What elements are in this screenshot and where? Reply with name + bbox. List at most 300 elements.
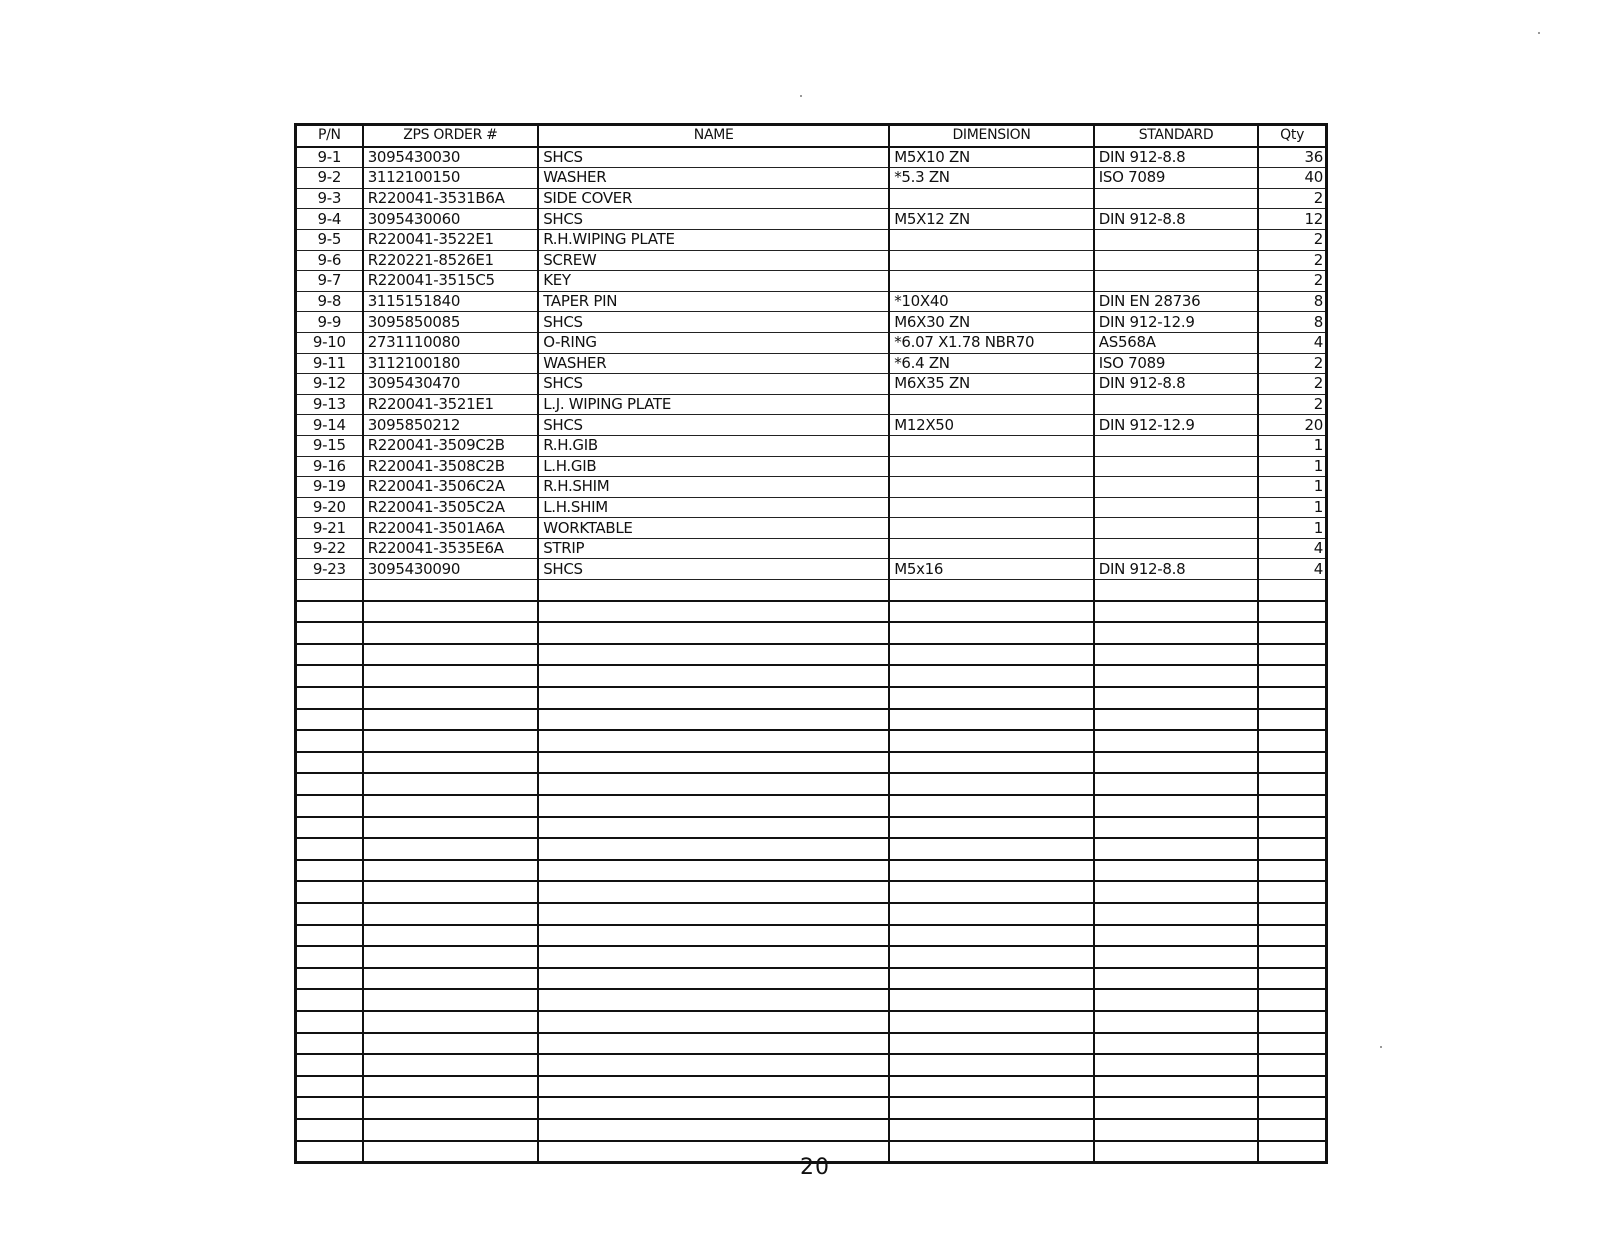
empty-cell [1094, 903, 1258, 925]
cell-order: R220041-3506C2A [363, 477, 539, 498]
empty-cell [1094, 946, 1258, 968]
cell-pn: 9-14 [296, 415, 363, 436]
cell-name: L.H.SHIM [538, 497, 889, 518]
cell-standard: ISO 7089 [1094, 168, 1258, 189]
empty-row [296, 687, 1327, 709]
empty-cell [363, 1076, 539, 1098]
cell-qty: 2 [1258, 271, 1326, 292]
empty-cell [363, 795, 539, 817]
cell-qty: 1 [1258, 497, 1326, 518]
empty-cell [296, 989, 363, 1011]
empty-cell [363, 622, 539, 644]
empty-cell [889, 580, 1094, 601]
cell-pn: 9-19 [296, 477, 363, 498]
empty-cell [1258, 601, 1326, 623]
cell-standard: DIN 912-8.8 [1094, 147, 1258, 168]
empty-cell [296, 752, 363, 774]
empty-row [296, 881, 1327, 903]
empty-cell [538, 1054, 889, 1076]
empty-cell [1094, 989, 1258, 1011]
header-pn: P/N [296, 125, 363, 147]
empty-cell [296, 925, 363, 947]
empty-cell [1258, 622, 1326, 644]
empty-cell [1258, 1076, 1326, 1098]
cell-dimension: *5.3 ZN [889, 168, 1094, 189]
cell-pn: 9-7 [296, 271, 363, 292]
empty-cell [538, 860, 889, 882]
cell-dimension: *10X40 [889, 291, 1094, 312]
cell-qty: 4 [1258, 332, 1326, 353]
cell-dimension: M6X30 ZN [889, 312, 1094, 333]
empty-cell [1094, 860, 1258, 882]
header-dimension: DIMENSION [889, 125, 1094, 147]
cell-qty: 12 [1258, 209, 1326, 230]
empty-cell [296, 946, 363, 968]
empty-cell [1258, 644, 1326, 666]
cell-pn: 9-9 [296, 312, 363, 333]
empty-cell [889, 665, 1094, 687]
empty-row [296, 709, 1327, 731]
empty-cell [296, 1097, 363, 1119]
cell-standard [1094, 188, 1258, 209]
empty-cell [296, 968, 363, 990]
cell-dimension [889, 477, 1094, 498]
cell-pn: 9-5 [296, 229, 363, 250]
empty-cell [363, 989, 539, 1011]
empty-cell [1258, 730, 1326, 752]
cell-order: 3095850212 [363, 415, 539, 436]
empty-cell [1094, 795, 1258, 817]
cell-pn: 9-22 [296, 538, 363, 559]
cell-standard [1094, 394, 1258, 415]
empty-cell [538, 622, 889, 644]
empty-row [296, 773, 1327, 795]
empty-cell [1094, 752, 1258, 774]
empty-row [296, 665, 1327, 687]
cell-qty: 8 [1258, 312, 1326, 333]
empty-cell [889, 838, 1094, 860]
page-number: 20 [800, 1155, 830, 1180]
empty-cell [296, 687, 363, 709]
empty-cell [538, 730, 889, 752]
cell-name: SHCS [538, 559, 889, 580]
empty-cell [1094, 1097, 1258, 1119]
empty-cell [1094, 817, 1258, 839]
cell-order: R220041-3508C2B [363, 456, 539, 477]
cell-pn: 9-16 [296, 456, 363, 477]
empty-cell [889, 795, 1094, 817]
empty-cell [363, 860, 539, 882]
cell-pn: 9-13 [296, 394, 363, 415]
cell-dimension [889, 497, 1094, 518]
table-row [296, 415, 1327, 436]
empty-row [296, 752, 1327, 774]
empty-cell [1258, 1119, 1326, 1141]
cell-dimension [889, 394, 1094, 415]
empty-cell [1258, 860, 1326, 882]
empty-cell [296, 1054, 363, 1076]
empty-cell [889, 644, 1094, 666]
cell-order: R220041-3509C2B [363, 435, 539, 456]
empty-row [296, 968, 1327, 990]
empty-cell [538, 989, 889, 1011]
empty-cell [296, 903, 363, 925]
empty-row [296, 1076, 1327, 1098]
empty-cell [1258, 1011, 1326, 1033]
empty-cell [538, 925, 889, 947]
cell-name: WORKTABLE [538, 518, 889, 539]
cell-order: R220041-3535E6A [363, 538, 539, 559]
cell-name: SCREW [538, 250, 889, 271]
empty-row [296, 795, 1327, 817]
empty-cell [296, 1011, 363, 1033]
empty-cell [363, 1011, 539, 1033]
cell-order: 3112100180 [363, 353, 539, 374]
empty-cell [363, 644, 539, 666]
cell-standard [1094, 477, 1258, 498]
table-row [296, 271, 1327, 292]
empty-cell [1258, 817, 1326, 839]
empty-cell [538, 1033, 889, 1055]
cell-standard: DIN EN 28736 [1094, 291, 1258, 312]
empty-row [296, 925, 1327, 947]
empty-row [296, 1054, 1327, 1076]
empty-row [296, 1097, 1327, 1119]
cell-name: SHCS [538, 147, 889, 168]
cell-name: STRIP [538, 538, 889, 559]
empty-row [296, 817, 1327, 839]
empty-cell [538, 644, 889, 666]
cell-pn: 9-1 [296, 147, 363, 168]
empty-cell [296, 1076, 363, 1098]
cell-order: 3115151840 [363, 291, 539, 312]
cell-qty: 1 [1258, 518, 1326, 539]
cell-standard [1094, 538, 1258, 559]
empty-cell [1258, 1033, 1326, 1055]
empty-cell [1258, 795, 1326, 817]
table-row [296, 291, 1327, 312]
cell-standard [1094, 271, 1258, 292]
cell-dimension: *6.07 X1.78 NBR70 [889, 332, 1094, 353]
empty-cell [1094, 838, 1258, 860]
empty-cell [538, 838, 889, 860]
empty-row [296, 989, 1327, 1011]
empty-cell [1094, 925, 1258, 947]
empty-cell [296, 838, 363, 860]
cell-name: SIDE COVER [538, 188, 889, 209]
empty-cell [889, 968, 1094, 990]
empty-cell [363, 580, 539, 601]
empty-cell [889, 946, 1094, 968]
empty-cell [296, 817, 363, 839]
empty-cell [1094, 968, 1258, 990]
scan-speck [1380, 1046, 1382, 1048]
header-order: ZPS ORDER # [363, 125, 539, 147]
table-header-row [296, 125, 1327, 147]
empty-cell [538, 1097, 889, 1119]
cell-order: 3095430060 [363, 209, 539, 230]
empty-cell [1258, 989, 1326, 1011]
cell-order: R220041-3522E1 [363, 229, 539, 250]
cell-order: 2731110080 [363, 332, 539, 353]
empty-cell [889, 730, 1094, 752]
empty-row [296, 730, 1327, 752]
cell-order: R220041-3501A6A [363, 518, 539, 539]
empty-cell [1094, 622, 1258, 644]
empty-cell [538, 881, 889, 903]
empty-cell [1094, 687, 1258, 709]
table-row [296, 209, 1327, 230]
empty-cell [363, 881, 539, 903]
empty-cell [889, 752, 1094, 774]
empty-cell [889, 1097, 1094, 1119]
cell-standard [1094, 229, 1258, 250]
cell-order: R220041-3531B6A [363, 188, 539, 209]
cell-order: R220221-8526E1 [363, 250, 539, 271]
cell-standard: DIN 912-8.8 [1094, 374, 1258, 395]
empty-cell [296, 580, 363, 601]
cell-order: 3095430090 [363, 559, 539, 580]
empty-cell [296, 1119, 363, 1141]
cell-dimension [889, 435, 1094, 456]
cell-name: R.H.WIPING PLATE [538, 229, 889, 250]
cell-dimension [889, 456, 1094, 477]
empty-cell [889, 989, 1094, 1011]
cell-order: R220041-3505C2A [363, 497, 539, 518]
cell-qty: 2 [1258, 229, 1326, 250]
empty-cell [1258, 665, 1326, 687]
empty-cell [363, 1033, 539, 1055]
table-row [296, 518, 1327, 539]
empty-cell [538, 817, 889, 839]
cell-name: TAPER PIN [538, 291, 889, 312]
cell-pn: 9-8 [296, 291, 363, 312]
cell-dimension [889, 250, 1094, 271]
empty-cell [538, 687, 889, 709]
empty-cell [296, 601, 363, 623]
cell-qty: 2 [1258, 353, 1326, 374]
empty-cell [538, 601, 889, 623]
empty-cell [296, 860, 363, 882]
table-row [296, 559, 1327, 580]
empty-row [296, 1033, 1327, 1055]
empty-cell [538, 1011, 889, 1033]
empty-cell [1258, 752, 1326, 774]
empty-cell [889, 1033, 1094, 1055]
cell-standard: DIN 912-12.9 [1094, 312, 1258, 333]
empty-cell [1258, 1097, 1326, 1119]
cell-name: SHCS [538, 415, 889, 436]
empty-row [296, 946, 1327, 968]
cell-name: L.H.GIB [538, 456, 889, 477]
cell-order: 3095430030 [363, 147, 539, 168]
header-qty: Qty [1258, 125, 1326, 147]
empty-cell [363, 1097, 539, 1119]
empty-row [296, 622, 1327, 644]
table-row [296, 229, 1327, 250]
cell-pn: 9-4 [296, 209, 363, 230]
cell-pn: 9-6 [296, 250, 363, 271]
table-row [296, 374, 1327, 395]
empty-cell [1258, 881, 1326, 903]
cell-qty: 20 [1258, 415, 1326, 436]
table-body [296, 147, 1327, 1163]
empty-cell [538, 968, 889, 990]
empty-cell [1258, 580, 1326, 601]
cell-qty: 2 [1258, 188, 1326, 209]
empty-cell [363, 838, 539, 860]
cell-name: R.H.SHIM [538, 477, 889, 498]
empty-cell [296, 644, 363, 666]
cell-name: WASHER [538, 353, 889, 374]
empty-row [296, 601, 1327, 623]
empty-cell [1094, 1119, 1258, 1141]
cell-name: KEY [538, 271, 889, 292]
empty-cell [1094, 1076, 1258, 1098]
cell-qty: 4 [1258, 559, 1326, 580]
header-name: NAME [538, 125, 889, 147]
empty-cell [1258, 925, 1326, 947]
cell-qty: 2 [1258, 394, 1326, 415]
cell-order: 3095430470 [363, 374, 539, 395]
cell-pn: 9-12 [296, 374, 363, 395]
cell-order: R220041-3521E1 [363, 394, 539, 415]
cell-dimension [889, 518, 1094, 539]
cell-standard [1094, 435, 1258, 456]
empty-row [296, 644, 1327, 666]
cell-dimension: M6X35 ZN [889, 374, 1094, 395]
cell-standard: DIN 912-8.8 [1094, 559, 1258, 580]
empty-cell [296, 730, 363, 752]
empty-cell [363, 709, 539, 731]
empty-cell [889, 773, 1094, 795]
empty-cell [1094, 580, 1258, 601]
cell-pn: 9-23 [296, 559, 363, 580]
cell-name: WASHER [538, 168, 889, 189]
empty-cell [1258, 687, 1326, 709]
empty-cell [363, 601, 539, 623]
cell-standard [1094, 250, 1258, 271]
cell-standard: ISO 7089 [1094, 353, 1258, 374]
empty-cell [1258, 773, 1326, 795]
cell-pn: 9-15 [296, 435, 363, 456]
empty-cell [1094, 730, 1258, 752]
empty-cell [1094, 1011, 1258, 1033]
empty-cell [1258, 946, 1326, 968]
empty-cell [538, 709, 889, 731]
cell-order: R220041-3515C5 [363, 271, 539, 292]
empty-cell [1094, 1033, 1258, 1055]
empty-cell [538, 580, 889, 601]
empty-cell [889, 1054, 1094, 1076]
empty-cell [889, 601, 1094, 623]
cell-pn: 9-20 [296, 497, 363, 518]
empty-cell [1258, 903, 1326, 925]
empty-cell [1258, 968, 1326, 990]
empty-row [296, 903, 1327, 925]
empty-cell [538, 903, 889, 925]
empty-cell [1094, 1054, 1258, 1076]
cell-name: L.J. WIPING PLATE [538, 394, 889, 415]
empty-cell [296, 1033, 363, 1055]
empty-cell [296, 795, 363, 817]
empty-cell [296, 622, 363, 644]
empty-cell [296, 665, 363, 687]
empty-cell [538, 752, 889, 774]
empty-cell [363, 903, 539, 925]
header-standard: STANDARD [1094, 125, 1258, 147]
empty-cell [1094, 601, 1258, 623]
empty-cell [538, 946, 889, 968]
cell-name: SHCS [538, 374, 889, 395]
empty-cell [538, 773, 889, 795]
empty-cell [889, 860, 1094, 882]
empty-cell [363, 968, 539, 990]
empty-cell [1258, 709, 1326, 731]
scan-speck [1538, 32, 1540, 34]
empty-cell [363, 1054, 539, 1076]
cell-standard [1094, 456, 1258, 477]
table-row [296, 312, 1327, 333]
table-row [296, 353, 1327, 374]
cell-qty: 36 [1258, 147, 1326, 168]
cell-qty: 1 [1258, 435, 1326, 456]
empty-row [296, 860, 1327, 882]
cell-qty: 2 [1258, 250, 1326, 271]
cell-pn: 9-11 [296, 353, 363, 374]
table-row [296, 147, 1327, 168]
empty-cell [363, 773, 539, 795]
empty-cell [889, 622, 1094, 644]
cell-pn: 9-2 [296, 168, 363, 189]
cell-standard [1094, 497, 1258, 518]
cell-qty: 1 [1258, 477, 1326, 498]
table-row [296, 332, 1327, 353]
empty-cell [538, 795, 889, 817]
cell-dimension [889, 271, 1094, 292]
table-row [296, 435, 1327, 456]
empty-cell [363, 752, 539, 774]
empty-cell [538, 1076, 889, 1098]
cell-pn: 9-21 [296, 518, 363, 539]
cell-name: SHCS [538, 312, 889, 333]
cell-dimension [889, 188, 1094, 209]
empty-row [296, 580, 1327, 601]
cell-dimension: M5X10 ZN [889, 147, 1094, 168]
cell-name: SHCS [538, 209, 889, 230]
empty-cell [538, 1119, 889, 1141]
empty-cell [296, 773, 363, 795]
cell-qty: 4 [1258, 538, 1326, 559]
cell-order: 3095850085 [363, 312, 539, 333]
empty-row [296, 838, 1327, 860]
empty-cell [363, 946, 539, 968]
cell-pn: 9-3 [296, 188, 363, 209]
cell-dimension: *6.4 ZN [889, 353, 1094, 374]
table-row [296, 394, 1327, 415]
cell-dimension: M12X50 [889, 415, 1094, 436]
empty-cell [296, 709, 363, 731]
cell-standard: DIN 912-8.8 [1094, 209, 1258, 230]
empty-cell [1258, 838, 1326, 860]
empty-cell [363, 1119, 539, 1141]
table-row [296, 188, 1327, 209]
cell-dimension [889, 538, 1094, 559]
cell-name: O-RING [538, 332, 889, 353]
empty-cell [1094, 881, 1258, 903]
cell-dimension: M5x16 [889, 559, 1094, 580]
empty-cell [889, 687, 1094, 709]
